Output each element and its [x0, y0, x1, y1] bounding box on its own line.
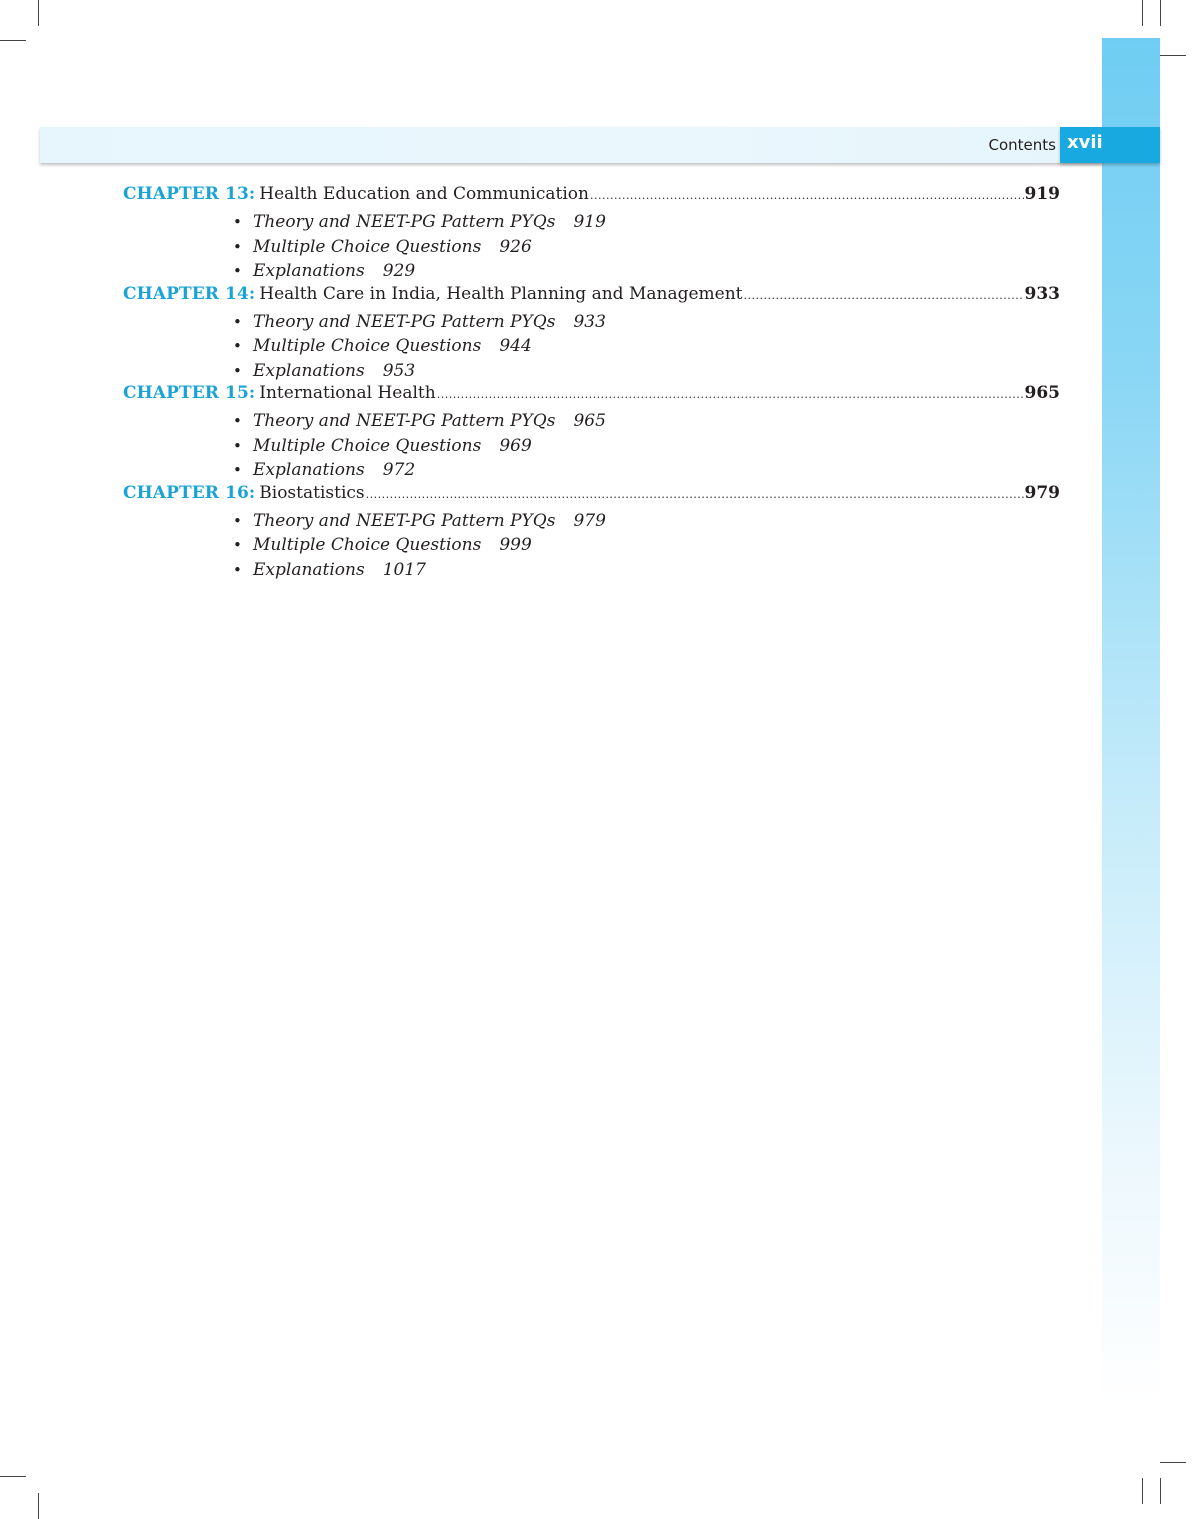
item-page: 969: [499, 435, 532, 456]
item-label: Multiple Choice Questions: [253, 435, 482, 456]
chapter-row[interactable]: [123, 184, 1060, 210]
section-list: [123, 310, 1060, 384]
section-list: [123, 409, 1060, 483]
item-page: 944: [499, 336, 532, 356]
item-page: 919: [573, 212, 606, 232]
list-item[interactable]: [233, 259, 1060, 284]
list-item[interactable]: [233, 533, 1060, 558]
chapter-page: 933: [1024, 283, 1060, 304]
list-item[interactable]: [233, 458, 1060, 483]
toc-chapter: [123, 284, 1060, 384]
list-item[interactable]: [233, 409, 1060, 434]
page-number: xvii: [1067, 132, 1103, 153]
item-page: 926: [499, 236, 532, 257]
chapter-number: CHAPTER 16:: [123, 482, 256, 503]
bullet-icon: •: [233, 262, 242, 280]
item-page: 929: [382, 261, 416, 281]
item-label: Theory and NEET-PG Pattern PYQs: [253, 510, 556, 531]
bullet-icon: •: [233, 461, 242, 479]
chapter-page: 965: [1024, 383, 1060, 403]
crop-mark: [0, 40, 26, 41]
chapter-number: CHAPTER 13:: [123, 184, 256, 204]
item-label: Multiple Choice Questions: [253, 535, 482, 555]
bullet-icon: •: [233, 511, 242, 530]
running-header: [40, 127, 1102, 163]
item-page: 953: [382, 360, 416, 381]
toc-chapter: [123, 383, 1060, 483]
item-page: 933: [573, 311, 606, 332]
item-label: Theory and NEET-PG Pattern PYQs: [253, 411, 556, 431]
bullet-icon: •: [233, 237, 242, 256]
list-item[interactable]: [233, 558, 1060, 583]
header-label: Contents: [988, 136, 1056, 154]
list-item[interactable]: [233, 210, 1060, 235]
bullet-icon: •: [233, 361, 242, 380]
item-page: 972: [382, 460, 416, 480]
list-item[interactable]: [233, 434, 1060, 459]
chapter-title: Health Education and Communication: [259, 184, 589, 204]
item-label: Theory and NEET-PG Pattern PYQs: [253, 311, 556, 332]
crop-mark: [0, 1476, 26, 1477]
bullet-icon: •: [233, 312, 242, 331]
chapter-row[interactable]: [123, 483, 1060, 509]
chapter-page: 919: [1024, 184, 1060, 204]
item-label: Multiple Choice Questions: [253, 236, 482, 257]
crop-mark: [1160, 55, 1186, 56]
chapter-title: Health Care in India, Health Planning and Management: [259, 283, 743, 304]
leader-dots: [437, 388, 1024, 401]
bullet-icon: •: [233, 536, 242, 554]
list-item[interactable]: [233, 334, 1060, 359]
chapter-number: CHAPTER 14:: [123, 283, 256, 304]
item-label: Explanations: [253, 460, 365, 480]
bullet-icon: •: [233, 436, 242, 455]
side-color-strip: [1102, 38, 1160, 1408]
chapter-title: International Health: [259, 383, 436, 403]
leader-dots: [590, 189, 1024, 202]
crop-mark: [1142, 1478, 1143, 1504]
bullet-icon: •: [233, 213, 242, 231]
list-item[interactable]: [233, 310, 1060, 335]
crop-mark: [1160, 1478, 1161, 1504]
toc-chapter: [123, 184, 1060, 284]
bullet-icon: •: [233, 560, 242, 579]
crop-mark: [1142, 0, 1143, 26]
item-page: 965: [573, 411, 606, 431]
chapter-number: CHAPTER 15:: [123, 383, 256, 403]
bullet-icon: •: [233, 412, 242, 430]
chapter-row[interactable]: [123, 383, 1060, 409]
item-page: 1017: [382, 559, 426, 580]
chapter-row[interactable]: [123, 284, 1060, 310]
crop-mark: [1160, 0, 1161, 26]
item-page: 979: [573, 510, 606, 531]
leader-dots: [366, 488, 1024, 501]
item-label: Multiple Choice Questions: [253, 336, 482, 356]
table-of-contents: [123, 184, 1060, 582]
leader-dots: [743, 289, 1023, 302]
item-label: Explanations: [253, 360, 365, 381]
chapter-page: 979: [1024, 482, 1060, 503]
section-list: [123, 210, 1060, 284]
item-label: Explanations: [253, 261, 365, 281]
bullet-icon: •: [233, 337, 242, 355]
crop-mark: [38, 0, 39, 26]
section-list: [123, 509, 1060, 583]
crop-mark: [1160, 1462, 1186, 1463]
item-label: Theory and NEET-PG Pattern PYQs: [253, 212, 556, 232]
crop-mark: [38, 1493, 39, 1519]
list-item[interactable]: [233, 359, 1060, 384]
list-item[interactable]: [233, 235, 1060, 260]
item-label: Explanations: [253, 559, 365, 580]
page-number-tab: [1060, 127, 1160, 163]
item-page: 999: [499, 535, 532, 555]
chapter-title: Biostatistics: [259, 482, 365, 503]
list-item[interactable]: [233, 509, 1060, 534]
toc-chapter: [123, 483, 1060, 583]
